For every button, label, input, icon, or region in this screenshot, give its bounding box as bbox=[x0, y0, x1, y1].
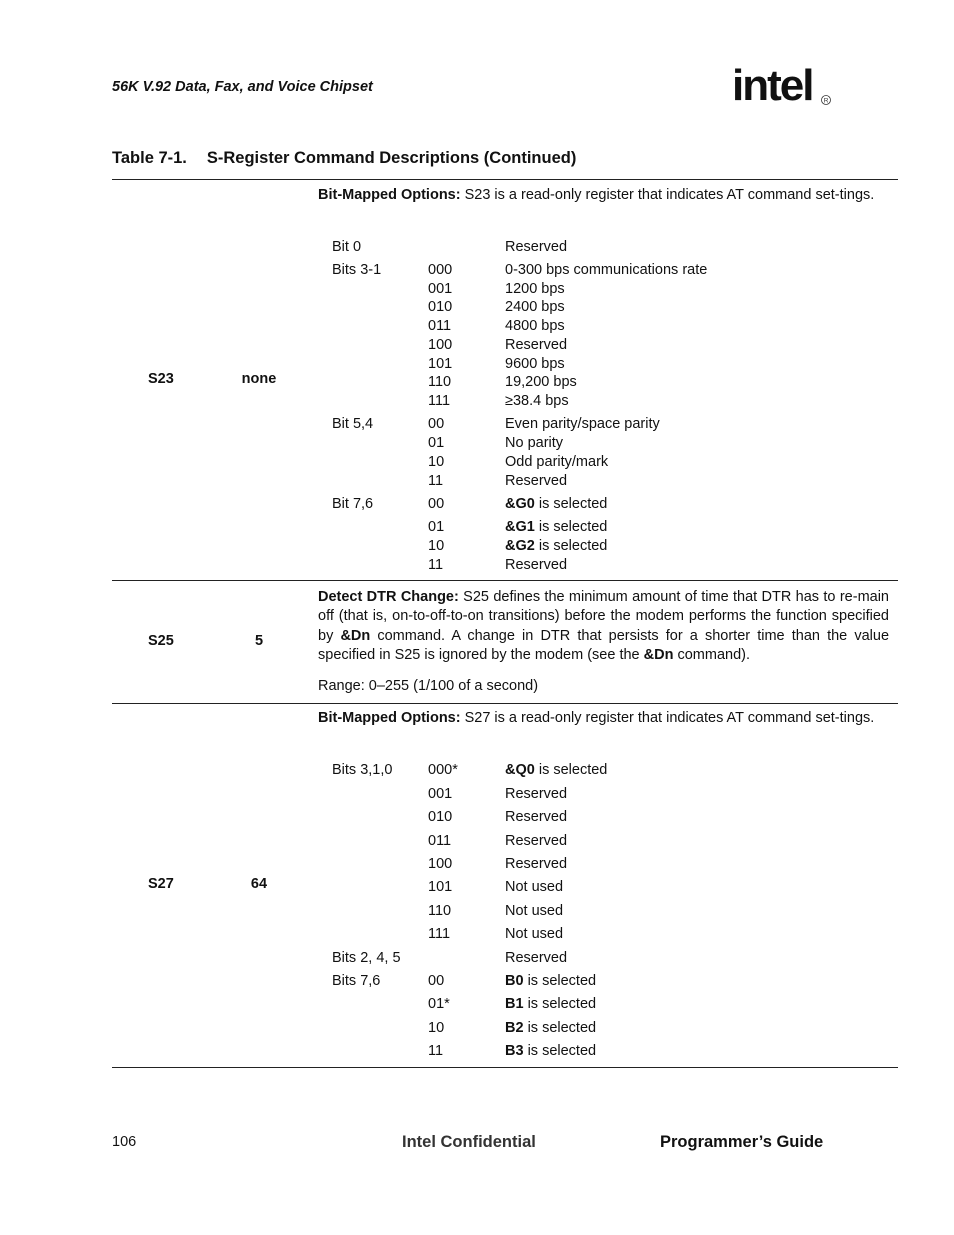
s27-text: S27 is a read-only register that indicates AT command set-tings. bbox=[460, 710, 875, 726]
option-value: 101 bbox=[428, 879, 453, 895]
option-description-text: Reserved bbox=[505, 557, 568, 573]
table-caption bbox=[112, 149, 576, 168]
option-description bbox=[505, 1019, 596, 1038]
option-description-text: Reserved bbox=[505, 337, 568, 353]
option-value: 10 bbox=[428, 538, 445, 554]
s25-description bbox=[318, 588, 889, 665]
option-description bbox=[505, 832, 567, 851]
option-description-text: Reserved bbox=[505, 950, 568, 966]
row-divider-s23-s25 bbox=[112, 580, 898, 581]
option-description bbox=[505, 518, 607, 537]
option-description bbox=[505, 925, 563, 944]
option-value: 111 bbox=[428, 926, 451, 942]
option-description bbox=[505, 434, 563, 453]
option-command: &Q0 bbox=[505, 762, 535, 778]
option-value: 01 bbox=[428, 519, 445, 535]
option-bits: Bits 3-1 bbox=[332, 262, 382, 278]
s25-lead: Detect DTR Change: bbox=[318, 589, 459, 605]
option-description bbox=[505, 972, 596, 991]
option-bits: Bits 2, 4, 5 bbox=[332, 950, 401, 966]
option-value: 10 bbox=[428, 454, 445, 470]
option-command: &G1 bbox=[505, 519, 535, 535]
s25-cmd-1: &Dn bbox=[340, 627, 371, 644]
option-description bbox=[505, 495, 607, 514]
option-description-text: Reserved bbox=[505, 786, 568, 802]
s27-description bbox=[318, 709, 889, 728]
register-default-s25: 5 bbox=[254, 633, 264, 649]
svg-text:R: R bbox=[823, 97, 829, 105]
register-code-s27: S27 bbox=[148, 876, 174, 892]
option-value: 000* bbox=[428, 762, 458, 778]
option-description bbox=[505, 453, 608, 472]
option-value: 00 bbox=[428, 416, 445, 432]
option-description-text: Not used bbox=[505, 926, 564, 942]
option-value: 111 bbox=[428, 393, 451, 409]
option-value: 110 bbox=[428, 374, 452, 390]
option-value: 100 bbox=[428, 856, 453, 872]
option-value: 10 bbox=[428, 1020, 445, 1036]
option-description-text: Reserved bbox=[505, 473, 568, 489]
s25-text-2: command. A change in DTR that persists for a shorter time than the value specified in S25 is ignored by the modem (see the bbox=[318, 627, 890, 663]
option-value: 00 bbox=[428, 973, 445, 989]
option-description bbox=[505, 855, 567, 874]
option-value: 100 bbox=[428, 337, 453, 353]
option-description-text: Not used bbox=[505, 879, 564, 895]
footer-confidential: Intel Confidential bbox=[402, 1133, 536, 1151]
register-default-s27: 64 bbox=[250, 876, 268, 892]
option-description bbox=[505, 878, 563, 897]
option-value: 01 bbox=[428, 435, 445, 451]
option-description-text: Reserved bbox=[505, 833, 568, 849]
option-value: 01* bbox=[428, 996, 450, 1012]
register-default-s23: none bbox=[241, 371, 277, 387]
option-bits: Bit 7,6 bbox=[332, 496, 374, 512]
s25-cmd-2: &Dn bbox=[643, 646, 674, 663]
option-bits: Bit 0 bbox=[332, 239, 362, 255]
option-command: B3 bbox=[505, 1043, 524, 1059]
option-description-text: is selected bbox=[534, 538, 608, 554]
page-number: 106 bbox=[112, 1134, 137, 1150]
option-command: &G0 bbox=[505, 496, 535, 512]
s25-range: Range: 0–255 (1/100 of a second) bbox=[318, 678, 539, 694]
option-description-text: is selected bbox=[534, 496, 608, 512]
option-description bbox=[505, 785, 567, 804]
option-description bbox=[505, 336, 567, 355]
option-value: 110 bbox=[428, 903, 452, 919]
table-top-rule bbox=[112, 179, 898, 180]
s27-lead: Bit-Mapped Options: bbox=[318, 710, 461, 726]
option-value: 010 bbox=[428, 299, 453, 315]
option-command: B2 bbox=[505, 1020, 524, 1036]
option-command: &G2 bbox=[505, 538, 535, 554]
option-description bbox=[505, 280, 565, 299]
option-description-text: 19,200 bps bbox=[505, 374, 577, 390]
footer-guide-title: Programmer’s Guide bbox=[660, 1133, 824, 1151]
option-description bbox=[505, 808, 567, 827]
option-description bbox=[505, 317, 565, 336]
option-description-text: 1200 bps bbox=[505, 281, 565, 297]
option-description-text: is selected bbox=[523, 1020, 597, 1036]
option-description bbox=[505, 261, 707, 280]
option-description-text: Reserved bbox=[505, 856, 568, 872]
option-command: B0 bbox=[505, 973, 524, 989]
option-value: 010 bbox=[428, 809, 453, 825]
option-description-text: Odd parity/mark bbox=[505, 454, 609, 470]
s25-text-1: S25 defines the minimum amount of time that DTR has to re-main off (that is, on-to-off-to-on transitions) before the modem performs the function specified by bbox=[318, 589, 889, 644]
option-description bbox=[505, 392, 569, 411]
option-description-text: ≥38.4 bps bbox=[505, 393, 569, 409]
option-description bbox=[505, 761, 607, 780]
option-description-text: Reserved bbox=[505, 809, 568, 825]
option-description bbox=[505, 556, 567, 575]
svg-text:intel: intel bbox=[732, 61, 813, 110]
option-description-text: is selected bbox=[534, 762, 608, 778]
option-value: 001 bbox=[428, 281, 453, 297]
option-value: 101 bbox=[428, 356, 453, 372]
option-value: 011 bbox=[428, 833, 452, 849]
table-bottom-rule bbox=[112, 1067, 898, 1068]
table-caption-text: S-Register Command Descriptions (Continued) bbox=[206, 149, 577, 167]
s23-text: S23 is a read-only register that indicates AT command set-tings. bbox=[460, 187, 875, 203]
table-label: Table 7-1. bbox=[112, 149, 187, 167]
option-value: 000 bbox=[428, 262, 453, 278]
s23-lead: Bit-Mapped Options: bbox=[318, 187, 461, 203]
option-description bbox=[505, 373, 577, 392]
register-code-s25: S25 bbox=[148, 633, 174, 649]
option-description-text: is selected bbox=[523, 1043, 597, 1059]
register-code-s23: S23 bbox=[148, 371, 174, 387]
option-description bbox=[505, 995, 596, 1014]
option-value: 11 bbox=[428, 1043, 444, 1059]
s25-text-3: command). bbox=[673, 646, 751, 663]
option-description bbox=[505, 415, 660, 434]
option-bits: Bits 3,1,0 bbox=[332, 762, 393, 778]
option-description bbox=[505, 949, 567, 968]
option-description-text: Even parity/space parity bbox=[505, 416, 660, 432]
option-description bbox=[505, 298, 565, 317]
option-command: B1 bbox=[505, 996, 524, 1012]
option-description bbox=[505, 238, 567, 257]
option-value: 11 bbox=[428, 557, 444, 573]
option-description bbox=[505, 355, 565, 374]
option-description-text: Reserved bbox=[505, 239, 568, 255]
option-bits: Bits 7,6 bbox=[332, 973, 381, 989]
option-description-text: is selected bbox=[534, 519, 608, 535]
option-value: 00 bbox=[428, 496, 445, 512]
option-description-text: is selected bbox=[523, 973, 597, 989]
option-description-text: 2400 bps bbox=[505, 299, 565, 315]
option-value: 011 bbox=[428, 318, 452, 334]
row-divider-s25-s27 bbox=[112, 703, 898, 704]
option-description-text: is selected bbox=[523, 996, 597, 1012]
option-value: 001 bbox=[428, 786, 453, 802]
option-description-text: 9600 bps bbox=[505, 356, 565, 372]
s23-description bbox=[318, 186, 889, 205]
document-title: 56K V.92 Data, Fax, and Voice Chipset bbox=[112, 79, 373, 95]
option-description-text: Not used bbox=[505, 903, 564, 919]
option-description bbox=[505, 1042, 596, 1061]
option-description-text: No parity bbox=[505, 435, 564, 451]
option-bits: Bit 5,4 bbox=[332, 416, 374, 432]
option-description-text: 4800 bps bbox=[505, 318, 565, 334]
option-description-text: 0-300 bps communications rate bbox=[505, 262, 708, 278]
option-value: 11 bbox=[428, 473, 444, 489]
option-description bbox=[505, 902, 563, 921]
intel-logo bbox=[732, 60, 836, 120]
option-description bbox=[505, 537, 607, 556]
option-description bbox=[505, 472, 567, 491]
